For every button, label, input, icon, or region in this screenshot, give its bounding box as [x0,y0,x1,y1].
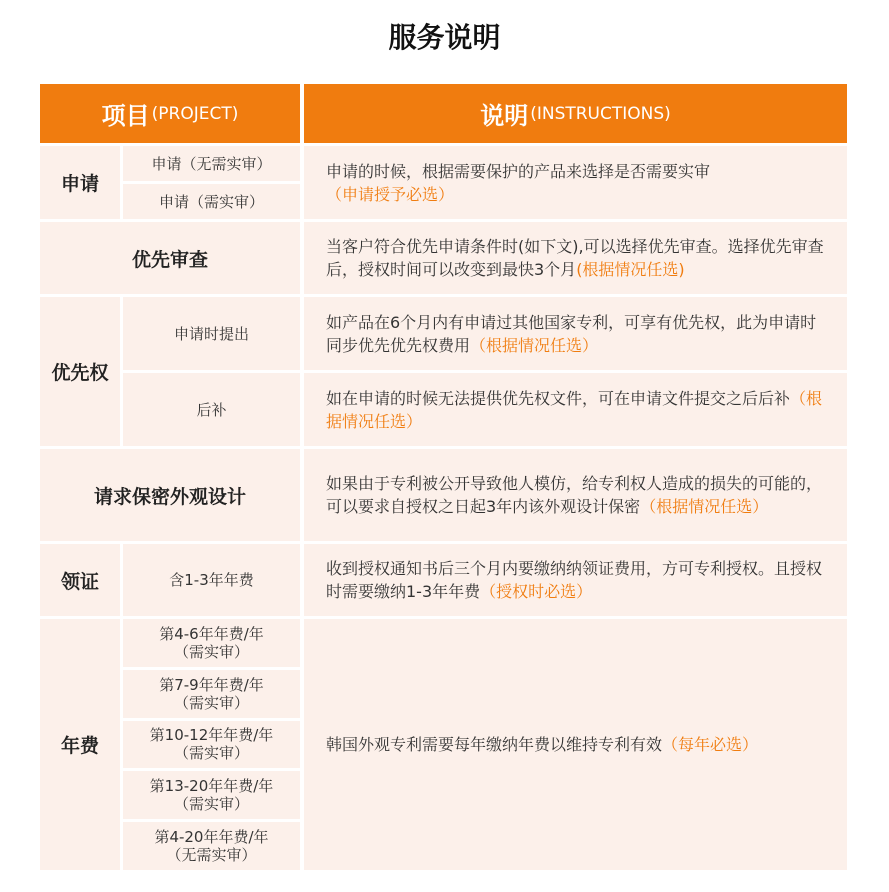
table-row [40,449,847,541]
description-text: 如在申请的时候无法提供优先权文件，可在申请文件提交之后后补 [326,388,791,408]
sub-item-line: 第4-6年年费/年 [159,624,264,643]
table-row [40,146,847,219]
description-note: （根据情况任选） [326,388,823,431]
row-sub-item [123,822,300,870]
service-table [40,84,847,870]
row-sub-item [123,721,300,769]
instructions-header-main: 说明 [480,102,529,130]
project-header [40,84,300,143]
description-note: （申请授予必选） [326,184,455,204]
table-row [40,619,847,870]
sub-item-line: 第10-12年年费/年 [149,726,274,745]
row-sub-item: 含1-3年年费 [123,544,300,616]
table-row [40,222,847,294]
instructions-header-sub: (INSTRUCTIONS) [530,103,671,124]
sub-item-line: （需实审） [173,795,249,814]
row-description [304,297,847,370]
row-group-label: 领证 [40,544,120,616]
description-text: 如果由于专利被公开导致他人模仿，给专利权人造成的损失的可能的，可以要求自授权之日起3年内该外观设计保密 [326,474,823,516]
instructions-header [304,84,847,143]
row-description [304,449,847,541]
description-text: 韩国外观专利需要每年缴纳年费以维持专利有效 [326,735,663,754]
page-title: 服务说明 [388,21,501,54]
row-sub-item [123,670,300,718]
row-group-label: 年费 [40,619,120,870]
row-description [304,619,847,870]
description-note: （根据情况任选） [470,335,599,355]
description-text: 收到授权通知书后三个月内要缴纳纳领证费用，方可专利授权。且授权时需要缴纳1-3年年费 [326,559,823,601]
row-sub-item: 后补 [123,373,300,446]
description-note: （授权时必选） [480,582,593,601]
description-text: 如产品在6个月内有申请过其他国家专利，可享有优先权，此为申请时同步优先优先权费用 [326,312,817,355]
row-sub-item: 申请（无需实审） [123,146,300,181]
row-sub-item: 申请时提出 [123,297,300,370]
description-note: (根据情况任选) [576,260,685,279]
table-row [40,297,847,446]
sub-item-line: 第4-20年年费/年 [154,828,269,847]
project-header-sub: (PROJECT) [151,103,239,124]
sub-item-line: 第13-20年年费/年 [149,777,274,796]
description-text: 申请的时候，根据需要保护的产品来选择是否需要实审 [326,161,711,181]
description-text: 当客户符合优先申请条件时(如下文),可以选择优先审查。选择优先审查后，授权时间可以改变到最快3个月 [326,237,824,279]
row-item-label: 优先审查 [40,222,300,294]
row-description [304,146,847,219]
project-header-main: 项目 [101,102,150,130]
row-sub-item [123,619,300,667]
row-group-label: 优先权 [40,297,120,446]
description-note: （每年必选） [662,735,759,754]
sub-item-line: （需实审） [173,744,249,763]
row-item-label: 请求保密外观设计 [40,449,300,541]
row-sub-item [123,771,300,819]
table-row [40,544,847,616]
row-description [304,373,847,446]
description-note: （根据情况任选） [640,497,769,516]
row-sub-item: 申请（需实审） [123,184,300,219]
sub-item-line: 第7-9年年费/年 [159,675,264,694]
table-header [40,84,847,143]
sub-item-line: （无需实审） [166,846,257,865]
sub-item-line: （需实审） [173,693,249,712]
row-group-label: 申请 [40,146,120,219]
row-description [304,544,847,616]
sub-item-line: （需实审） [173,642,249,661]
row-description [304,222,847,294]
